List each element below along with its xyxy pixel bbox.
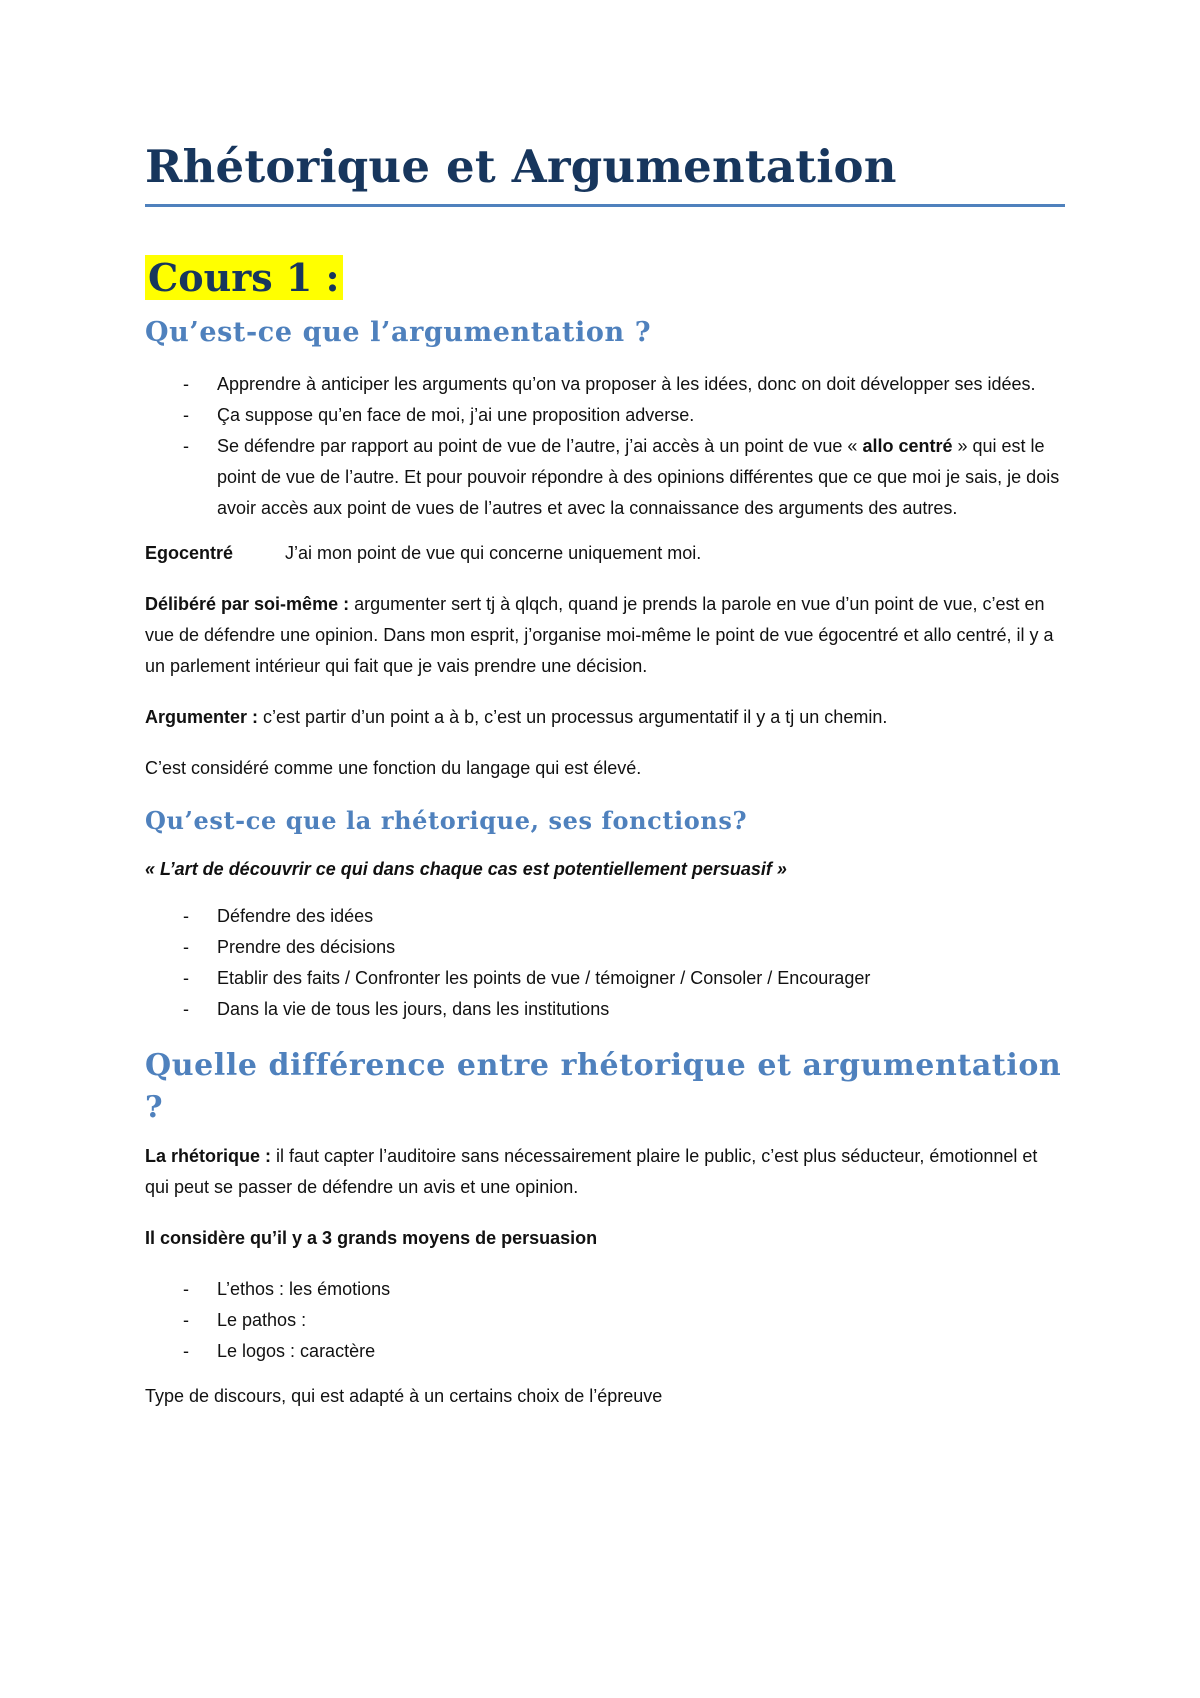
rhetorique-term: La rhétorique :: [145, 1146, 272, 1166]
section-argumentation-heading: Qu’est-ce que l’argumentation ?: [145, 317, 652, 348]
list-item-text: Dans la vie de tous les jours, dans les institutions: [217, 999, 610, 1019]
rhetorique-definition: [145, 1141, 1065, 1203]
list-item-text: L’ethos : les émotions: [217, 1279, 391, 1299]
argumenter-term: Argumenter :: [145, 707, 259, 727]
dash-bullet: -: [183, 906, 189, 926]
list-item-text: Etablir des faits / Confronter les points de vue / témoigner / Consoler / Encourager: [217, 968, 871, 988]
section-rhetorique-heading: Qu’est-ce que la rhétorique, ses fonctions?: [145, 806, 748, 835]
dash-bullet: -: [183, 436, 189, 456]
egocentre-definition: [145, 538, 1065, 569]
list-item-text: qui est le point de vue de l’autre. Et pour pouvoir répondre à des opinions différentes que ce que moi je sais, je dois avoir accès aux point de vues de l’autres et avec la connaissance des arguments des autres.: [217, 436, 1060, 518]
list-item-text: Ça suppose qu’en face de moi, j’ai une proposition adverse.: [217, 405, 695, 425]
course-heading-text: Cours 1 :: [145, 255, 343, 300]
dash-bullet: -: [183, 1310, 189, 1330]
list-item-text: Apprendre à anticiper les arguments qu’on va proposer à les idées, donc on doit développer ses idées.: [217, 374, 1036, 394]
document-page: [145, 138, 1065, 1432]
list-item: [145, 1305, 1065, 1336]
list-item-text-suffix: »: [952, 436, 968, 456]
delibere-term: Délibéré par soi-même :: [145, 594, 350, 614]
dash-bullet: -: [183, 937, 189, 957]
list-item: [145, 901, 1065, 932]
section-difference-heading: Quelle différence entre rhétorique et argumentation ?: [145, 1048, 1062, 1125]
delibere-paragraph: [145, 589, 1065, 682]
list-item: [145, 400, 1065, 431]
fonctions-list: [145, 901, 1065, 1025]
egocentre-term: Egocentré: [145, 543, 234, 563]
list-item: [145, 1274, 1065, 1305]
dash-bullet: -: [183, 405, 189, 425]
list-item: [145, 963, 1065, 994]
dash-bullet: -: [183, 1341, 189, 1361]
rhetorique-text: il faut capter l’auditoire sans nécessairement plaire le public, c’est plus séducteur, émotionnel et qui peut se passer de défendre un avis et une opinion.: [145, 1146, 1038, 1197]
list-item-text: Prendre des décisions: [217, 937, 396, 957]
list-item: [145, 1336, 1065, 1367]
argumenter-paragraph: [145, 702, 1065, 733]
list-item: [145, 431, 1065, 524]
delibere-text: argumenter sert tj à qlqch, quand je prends la parole en vue d’un point de vue, c’est en vue de défendre une opinion. Dans mon esprit, j’organise moi-même le point de vue égocentré et allo centré, il y a un parlement intérieur qui fait que je vais prendre une décision.: [145, 594, 1054, 676]
argumentation-list: [145, 369, 1065, 524]
list-item-text-prefix: Se défendre par rapport au point de vue de l’autre, j’ai accès à un point de vue «: [217, 436, 863, 456]
dash-bullet: -: [183, 968, 189, 988]
egocentre-text: J’ai mon point de vue qui concerne uniquement moi.: [285, 543, 702, 563]
closing-paragraph: Type de discours, qui est adapté à un certains choix de l’épreuve: [145, 1386, 663, 1406]
list-item-text: Le logos : caractère: [217, 1341, 376, 1361]
moyens-list: [145, 1274, 1065, 1367]
list-item: [145, 369, 1065, 400]
dash-bullet: -: [183, 999, 189, 1019]
list-item-text: Défendre des idées: [217, 906, 374, 926]
dash-bullet: -: [183, 374, 189, 394]
list-item-text: Le pathos :: [217, 1310, 307, 1330]
course-heading: [145, 253, 1065, 303]
moyens-heading: Il considère qu’il y a 3 grands moyens de persuasion: [145, 1228, 598, 1248]
fonction-paragraph: C’est considéré comme une fonction du langage qui est élevé.: [145, 758, 642, 778]
rhetorique-quote: « L’art de découvrir ce qui dans chaque cas est potentiellement persuasif »: [145, 859, 787, 879]
dash-bullet: -: [183, 1279, 189, 1299]
allo-centre-term: allo centré: [862, 436, 953, 456]
list-item: [145, 994, 1065, 1025]
document-title: Rhétorique et Argumentation: [145, 138, 1065, 207]
list-item: [145, 932, 1065, 963]
argumenter-text: c’est partir d’un point a à b, c’est un processus argumentatif il y a tj un chemin.: [258, 707, 888, 727]
